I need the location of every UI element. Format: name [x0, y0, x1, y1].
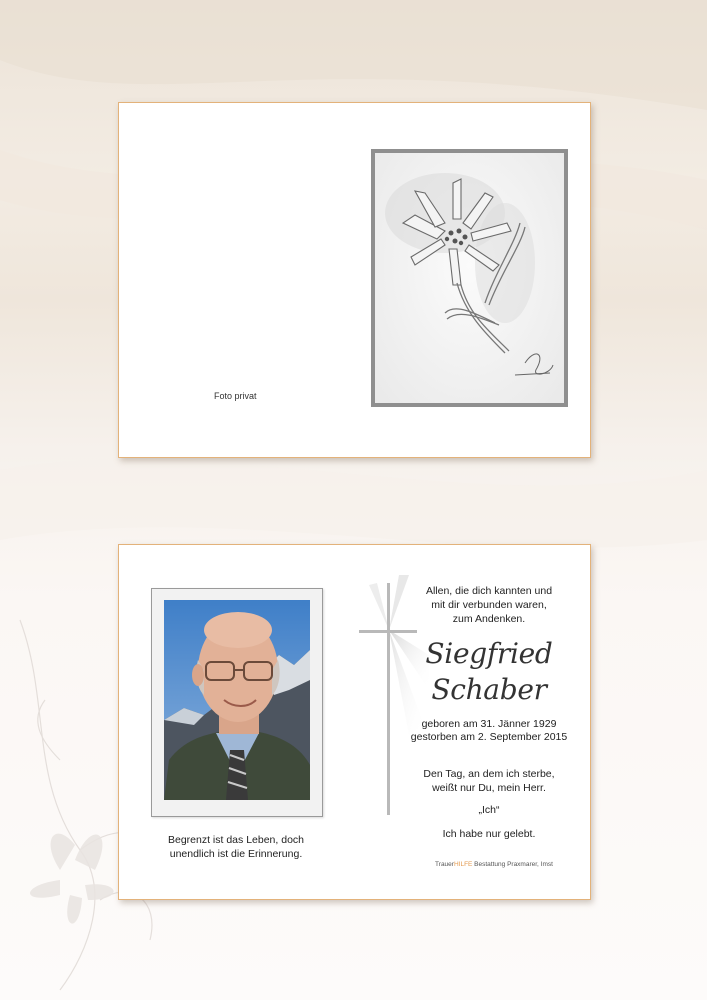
last-name: Schaber: [431, 673, 547, 706]
portrait-photo: [164, 600, 310, 800]
dedication: [389, 584, 589, 626]
verse-last-line: Ich habe nur gelebt.: [442, 828, 536, 840]
footer-accent: HILFE: [453, 861, 473, 868]
dedication-line-3: zum Andenken.: [452, 613, 526, 625]
footer-prefix: Trauer: [435, 861, 454, 868]
dedication-line-2: mit dir verbunden waren,: [431, 599, 547, 611]
portrait-frame: [151, 588, 323, 817]
card-back: [118, 544, 591, 900]
birth-date: geboren am 31. Jänner 1929: [421, 718, 557, 730]
verse: [389, 767, 589, 841]
photo-credit: Foto privat: [214, 391, 257, 401]
caption-line-1: Begrenzt ist das Leben, doch: [167, 834, 304, 846]
verse-line-2: weißt nur Du, mein Herr.: [432, 782, 546, 794]
life-dates: [389, 718, 589, 744]
sketch-frame: [371, 149, 568, 407]
caption-line-2: unendlich ist die Erinnerung.: [169, 848, 303, 860]
funeral-home-credit: [419, 861, 569, 868]
edelweiss-sketch-icon: [375, 153, 564, 403]
verse-quote: „Ich“: [478, 804, 500, 816]
portrait-caption: [151, 833, 321, 861]
dedication-line-1: Allen, die dich kannten und: [425, 585, 553, 597]
verse-line-1: Den Tag, an dem ich sterbe,: [423, 768, 555, 780]
deceased-name: [389, 636, 589, 708]
death-date: gestorben am 2. September 2015: [410, 731, 568, 743]
footer-suffix: Bestattung Praxmarer, Imst: [472, 861, 553, 868]
first-name: Siegfried: [425, 637, 553, 670]
card-front: [118, 102, 591, 458]
